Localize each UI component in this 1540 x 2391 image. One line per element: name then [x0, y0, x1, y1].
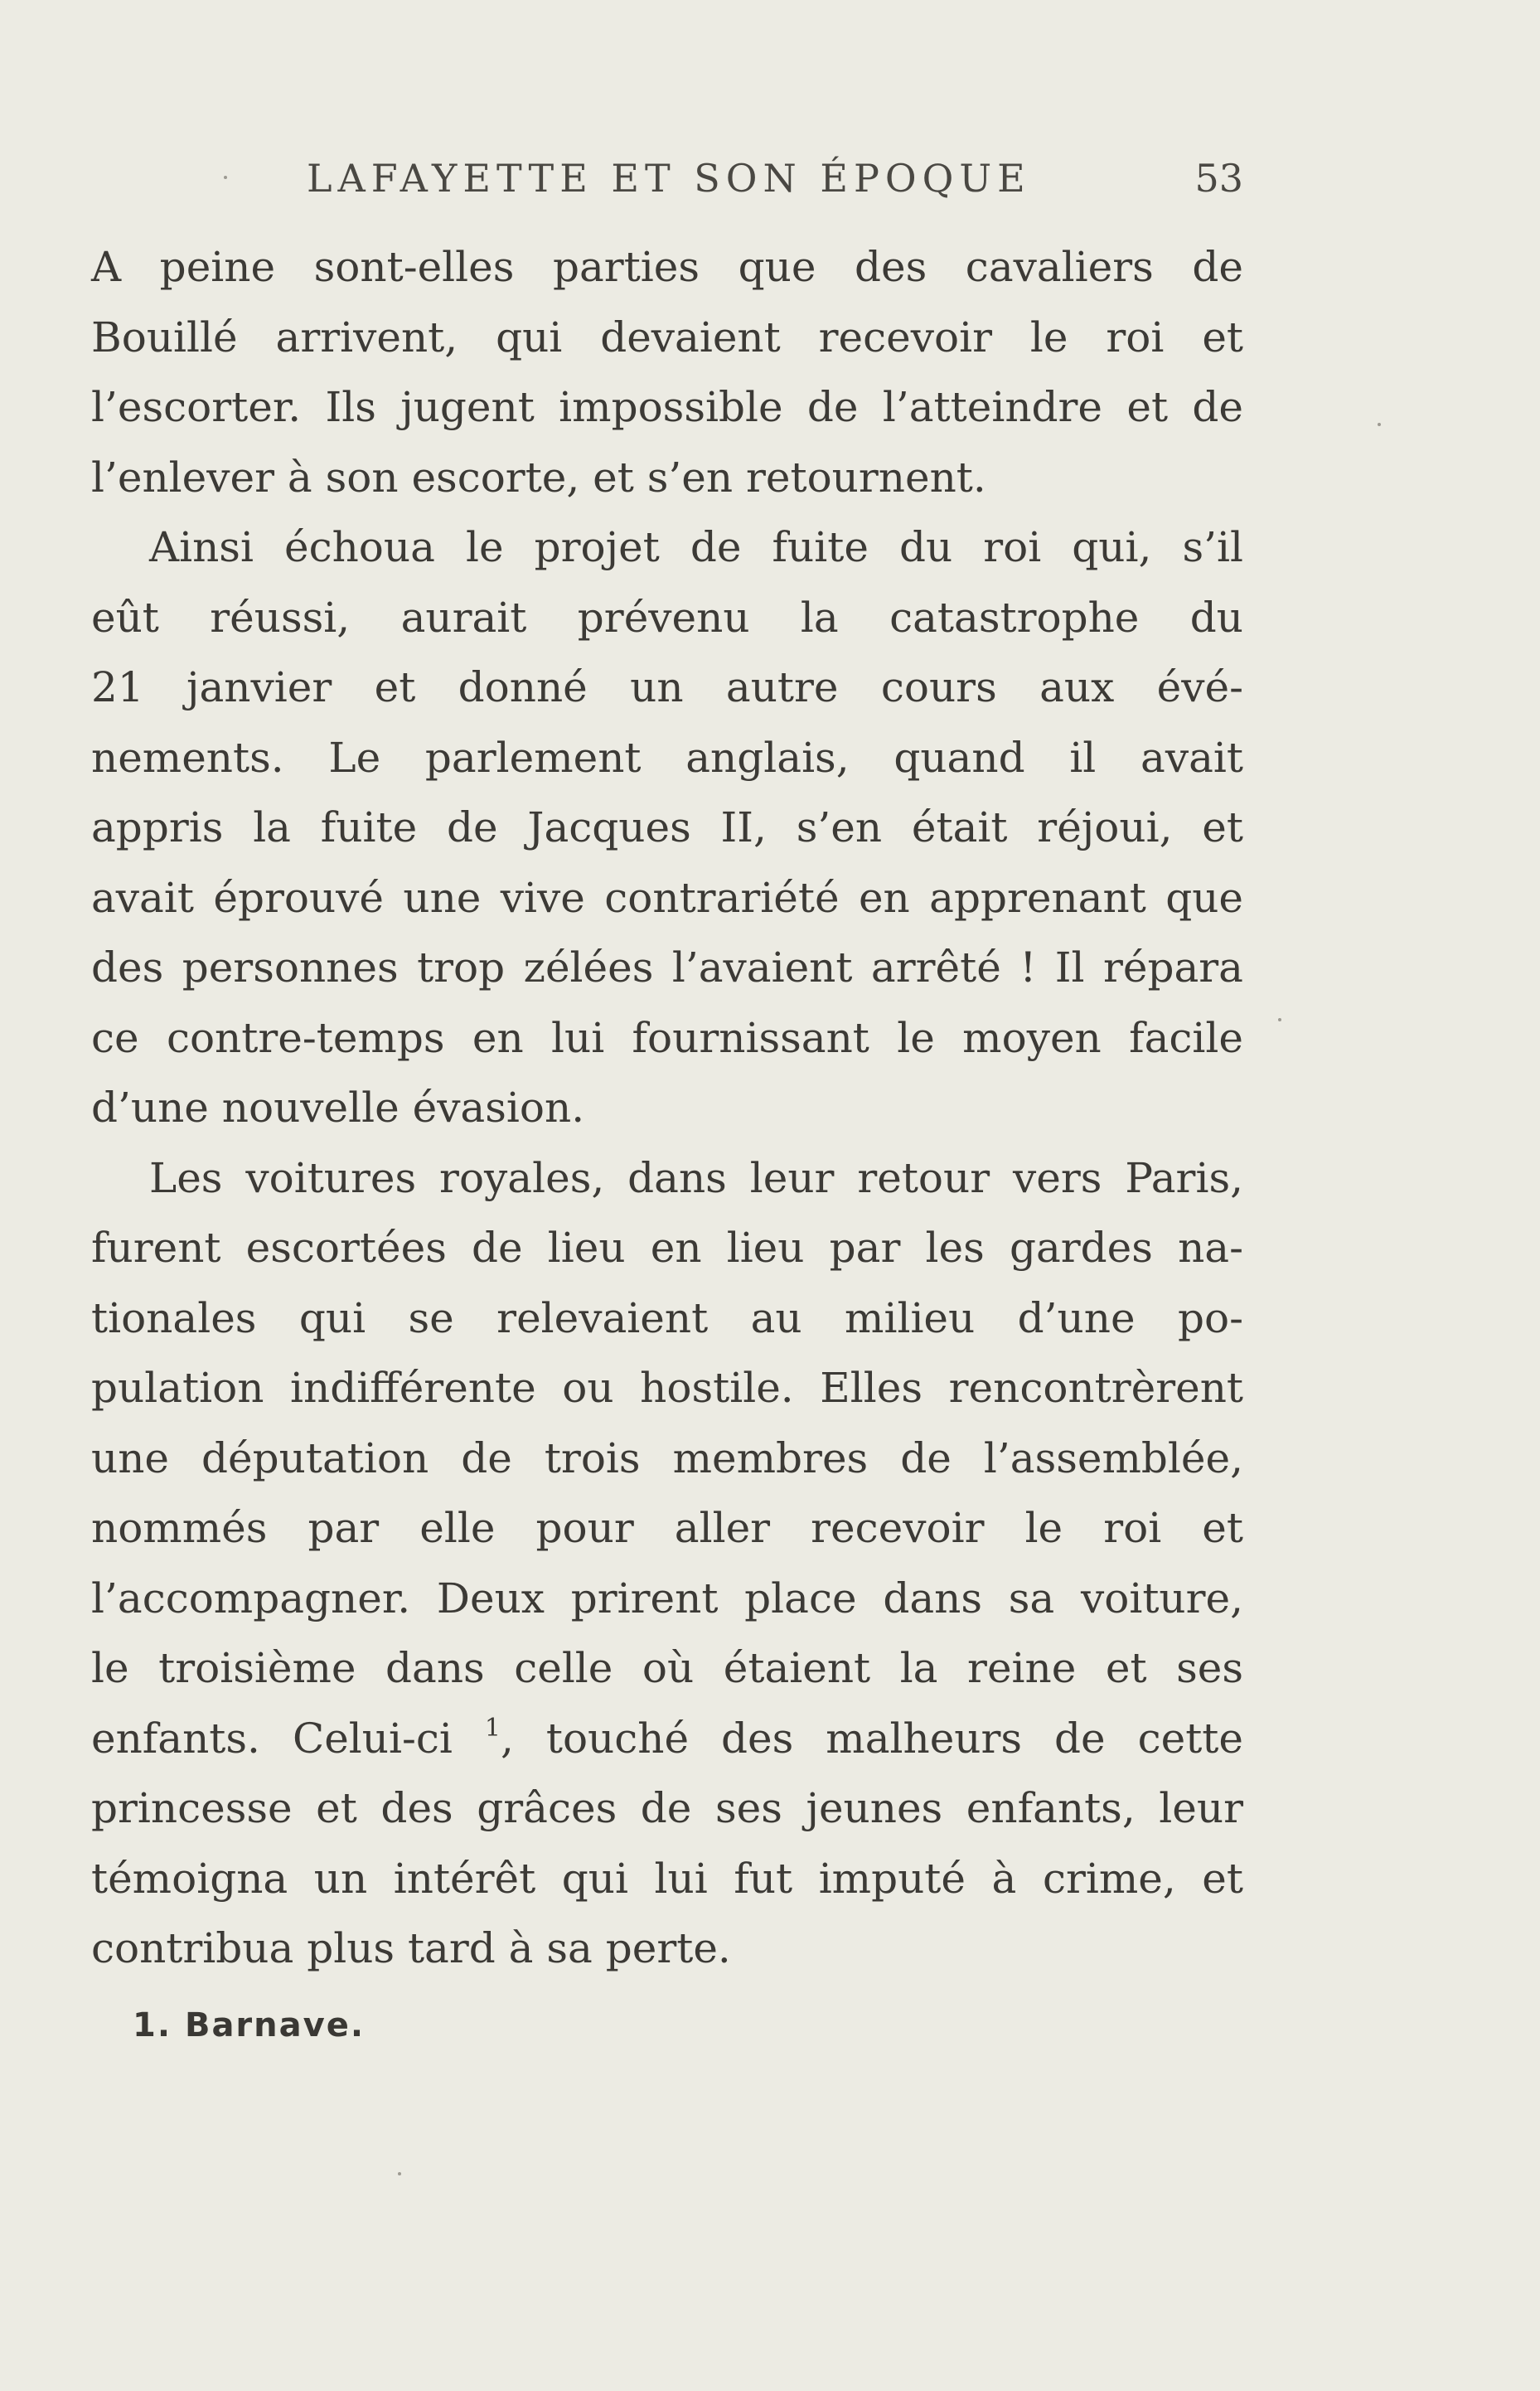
- text-line: nements. Le parlement anglais, quand il avait: [91, 733, 1243, 782]
- text-fragment: enfants. Celui-ci: [91, 1714, 453, 1763]
- text-line: l’escorter. Ils jugent impossible de l’atteindre et de: [91, 383, 1243, 431]
- paper-speck: [1278, 1018, 1281, 1021]
- body-text: [91, 232, 1243, 1984]
- running-title: LAFAYETTE ET SON ÉPOQUE: [307, 156, 1031, 201]
- footnote-reference: 1: [484, 1713, 501, 1743]
- paper-speck: [1378, 423, 1381, 426]
- text-line: nommés par elle pour aller recevoir le roi et: [91, 1504, 1243, 1552]
- text-line: 21 janvier et donné un autre cours aux évé-: [91, 663, 1243, 711]
- text-line: Ainsi échoua le projet de fuite du roi qui, s’il: [149, 523, 1243, 571]
- running-header: [91, 156, 1243, 206]
- text-line: des personnes trop zélées l’avaient arrêté ! Il répara: [91, 943, 1243, 992]
- paragraph-3: [91, 1143, 1243, 1984]
- text-line: contribua plus tard à sa perte.: [91, 1924, 731, 1972]
- text-fragment: , touché des malheurs de cette: [500, 1714, 1243, 1763]
- text-line: une députation de trois membres de l’assemblée,: [91, 1433, 1243, 1482]
- text-line: Les voitures royales, dans leur retour vers Paris,: [149, 1153, 1243, 1202]
- text-line: le troisième dans celle où étaient la reine et ses: [91, 1644, 1243, 1692]
- footnote: 1. Barnave.: [133, 2006, 366, 2044]
- page-number: 53: [1194, 156, 1243, 201]
- text-line: tionales qui se relevaient au milieu d’une po-: [91, 1293, 1243, 1342]
- text-line: témoigna un intérêt qui lui fut imputé à crime, et: [91, 1854, 1243, 1903]
- text-line: l’accompagner. Deux prirent place dans sa voiture,: [91, 1574, 1243, 1622]
- text-line: princesse et des grâces de ses jeunes enfants, leur: [91, 1784, 1243, 1832]
- paragraph-2: [91, 512, 1243, 1143]
- text-line: A peine sont-elles parties que des cavaliers de: [91, 243, 1243, 291]
- paragraph-1: [91, 232, 1243, 512]
- text-line: avait éprouvé une vive contrariété en apprenant que: [91, 873, 1243, 922]
- text-line: appris la fuite de Jacques II, s’en était réjoui, et: [91, 803, 1243, 851]
- text-line: pulation indifférente ou hostile. Elles rencontrèrent: [91, 1364, 1243, 1412]
- text-line: d’une nouvelle évasion.: [91, 1084, 585, 1132]
- text-line: Bouillé arrivent, qui devaient recevoir le roi et: [91, 313, 1243, 361]
- text-line: eût réussi, aurait prévenu la catastrophe du: [91, 593, 1243, 642]
- text-line: ce contre-temps en lui fournissant le moyen facile: [91, 1013, 1243, 1062]
- text-line-with-note: [91, 1704, 1243, 1774]
- text-line: l’enlever à son escorte, et s’en retournent.: [91, 453, 986, 502]
- paper-speck: [224, 176, 227, 179]
- text-line: furent escortées de lieu en lieu par les gardes na-: [91, 1224, 1243, 1272]
- paper-speck: [398, 2172, 401, 2175]
